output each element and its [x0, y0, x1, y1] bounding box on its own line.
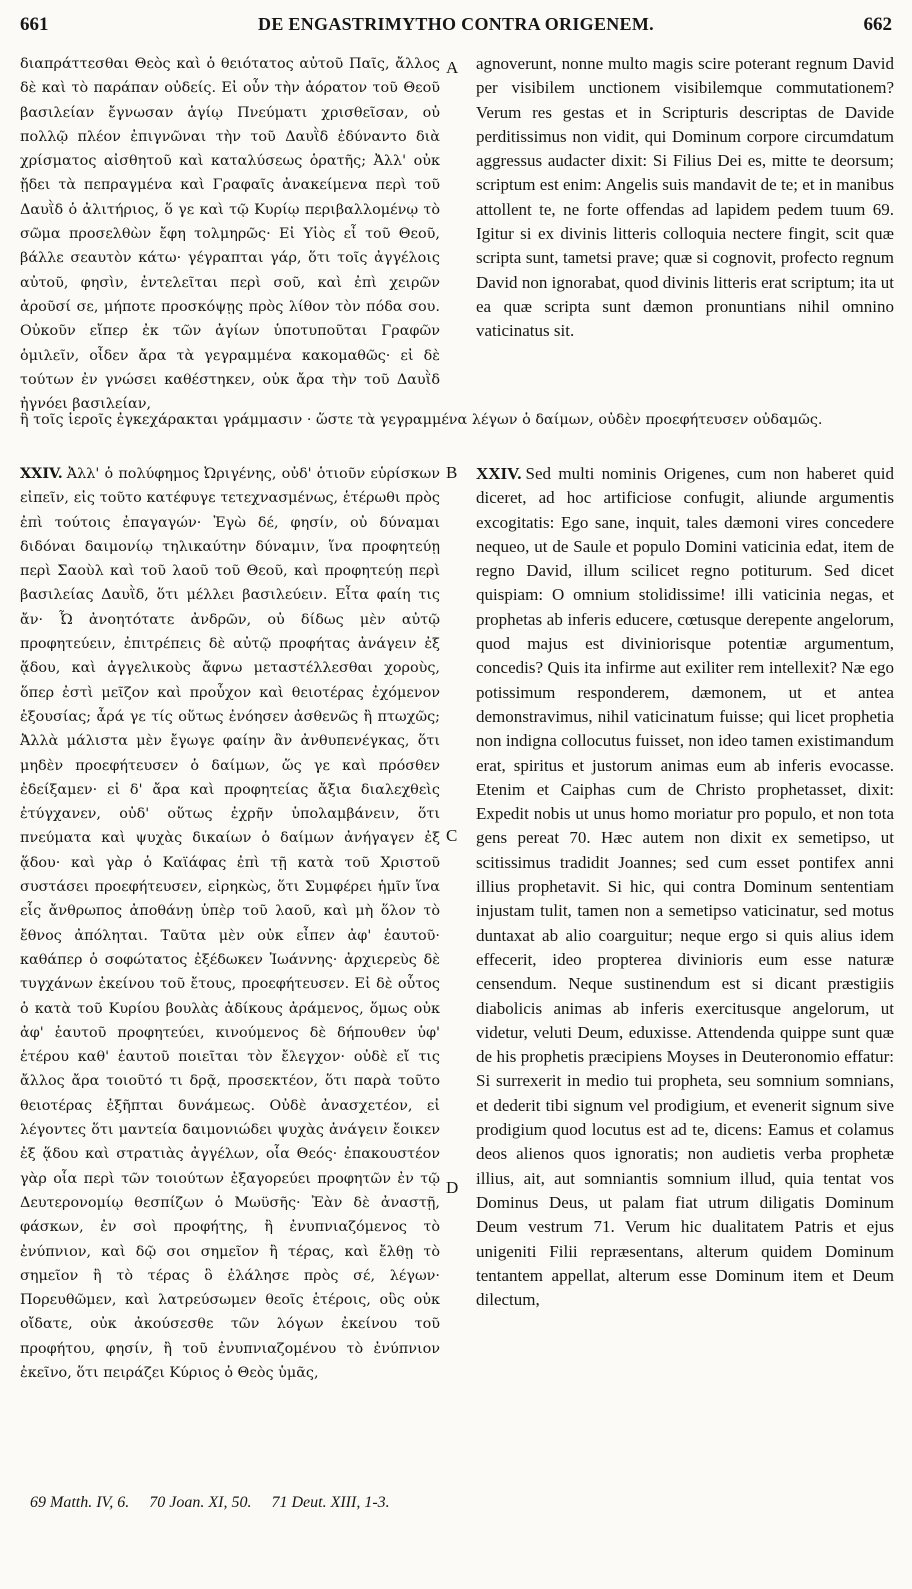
greek-paragraph-2-text: Ἀλλ' ὁ πολύφημος Ὠριγένης, οὐδ' ὁτιοῦν εὑρίσκων εἰπεῖν, εἰς τοῦτο κατέφυγε τετεχνασμένως, ἑτέρωθι πρὸς ἐπὶ τούτοις ἐπαγαγών· Ἐγὼ δέ, φησίν, οὐ δύναμαι διδόναι δαιμονίῳ τηλικαύτην δύναμιν, ἵνα προφητεύῃ περὶ Σαοὺλ καὶ τοῦ λαοῦ τοῦ Θεοῦ, καὶ προφητεύῃ περὶ βασιλείας Δαυῒδ, ὅτι μέλλει βασιλεύειν. Εἶτα φαίη τις ἄν· Ὦ ἀνοητότατε ἀνδρῶν, οὐ δίδως μὲν αὐτῷ προφητεύειν, ἐπιτρέπεις δὲ αὐτῷ προφήτας ἀνάγειν ἐξ ᾅδου, καὶ ἀγγελικοὺς ἄφνω μεταστέλλεσθαι χοροὺς, ὅπερ ἐστὶ μεῖζον καὶ προὖχον καὶ θειοτέρας ἐχόμενον ἐξουσίας; ἆρά γε τίς οὕτως ἐνόησεν ἀσθενῶς ἢ πτωχῶς; Ἀλλὰ μάλιστα μὲν ἔγωγε φαίην ἂν ἀνθυπενέγκας, ὅτι μηδὲν προεφήτευσεν ὁ δαίμων, ὥς γε καὶ πρόσθεν ἐδείξαμεν· εἰ δ' ἄρα καὶ προφητείας ἄξια διαλεχθεὶς ἐτύγχανεν, οὐδ' οὕτως ἐχρῆν ὑπολαμβάνειν, ὅτι πνεύματα καὶ ψυχὰς δικαίων ὁ δαίμων ἀνήγαγεν ἐξ ᾅδου· καὶ γὰρ ὁ Καϊάφας ἐπὶ τῇ κατὰ τοῦ Χριστοῦ συστάσει προεφήτευσεν, εἰρηκὼς, ὅτι Συμφέρει ἡμῖν ἵνα εἷς ἄνθρωπος ἀποθάνῃ ὑπὲρ τοῦ λαοῦ, καὶ μὴ ὅλον τὸ ἔθνος ἀπόληται. Ταῦτα μὲν οὐκ εἶπεν ἀφ' ἑαυτοῦ· καθάπερ ὁ σοφώτατος ἐξέδωκεν Ἰωάννης· ἀρχιερεὺς δὲ τυγχάνων ἐκείνου τοῦ ἔτους, προεφήτευσεν. Εἰ δὲ οὗτος ὁ κατὰ τοῦ Κυρίου βουλὰς ἀδίκους ἀράμενος, ὅμως οὐκ ἀφ' ἑαυτοῦ προφητεύει, κινούμενος δὲ δήπουθεν ὑφ' ἑτέρου καθ' ἑαυτοῦ ποιεῖται τὸν ἔλεγχον· οὐδὲ εἴ τις ἄλλος ἄρα τοιοῦτό τι δρᾷ, προσεκτέον, ὅτι παρὰ τοῦτο θειοτέρας ἐξῆπται δυνάμεως. Οὐδὲ ἀνασχετέον, εἰ λέγοντες ὅτι μαντεία δαιμονιώδει ψυχὰς ἀνάγειν ἔοικεν ἐξ ᾅδου καὶ στρατιὰς ἀγγέλων, οἷα Θεός· ἐπακουστέον γὰρ οἷα περὶ τῶν τοιούτων ἐξαγορεύει προφητῶν ἐν τῷ Δευτερονομίῳ θεσπίζων ὁ Μωϋσῆς· Ἐὰν δὲ ἀναστῇ, φάσκων, ἐν σοὶ προφήτης, ἢ ἐνυπνιαζόμενος τὸ ἐνύπνιον, καὶ δῷ σοι σημεῖον ἢ τέρας, καὶ ἔλθῃ τὸ σημεῖον ἢ τὸ τέρας ὃ ἐλάλησε πρὸς σέ, λέγων· Πορευθῶμεν, καὶ λατρεύσωμεν θεοῖς ἑτέροις, οὓς οὐκ οἴδατε, οὐκ ἀκούσεσθε τῶν λόγων ἐκείνου τοῦ προφήτου, φησίν, ἢ τοῦ ἐνυπνιαζομένου τὸ ἐνύπνιον ἐκεῖνο, ὅτι πειράζει Κύριος ὁ Θεὸς ὑμᾶς,	[20, 466, 440, 1381]
footnote-70: 70 Joan. XI, 50.	[149, 1494, 252, 1511]
greek-paragraph-1-tail: ἢ τοῖς ἱεροῖς ἐγκεχάρακται γράμμασιν · ὥστε τὰ γεγραμμένα λέγων ὁ δαίμων, οὐδὲν προεφήτευσεν οὐδαμῶς.	[20, 412, 823, 428]
footnote-69: 69 Matth. IV, 6.	[30, 1494, 130, 1511]
margin-marker-d: D	[446, 1178, 459, 1197]
latin-paragraph-2	[476, 462, 894, 1312]
latin-paragraph-2-text: Sed multi nominis Origenes, cum non haberet quid diceret, ad hoc artificiose confugit, aliunde argumentis excogitatis: Ego sane, inquit, tales dæmoni vires concedere nequeo, ut de Saule et populo Domini vaticinia edat, item de regno David, illum scilicet regno potiturum. Sed dicet quispiam: O omnium stolidissime! illi vaticinia negas, et prophetas ab inferis educere, cœtusque derepente angelorum, quod majus est diviniorisque potentiæ argumentum, concedis? Quis ita infirme aut exiliter rem intellexit? Næ ego potissimum responderem, dæmonem, ut et antea demonstravimus, nihil vaticinatum fuisse; qui licet prophetia non indigna collocutus fuisset, non ideo tamen existimandum erat, spiritus et justorum animas eum ab inferis evocasse. Etenim et Caiphas cum de Christo prophetasset, dixit: Expedit nobis ut unus homo moriatur pro populo, et non tota gens pereat 70. Hæc autem non dixit ex semetipso, ut scitissimus tradidit Joannes; sed cum esset pontifex anni illius prophetavit. Si hic, qui contra Dominum sententiam injustam tulit, tamen non a semetipso vaticinatur, sed motus duntaxat ab alio coarguitur; neque ergo si quis alius idem effecerit, ideo propterea divinioris eum esse naturæ censendum. Neque sustinendum est si dicant præstigiis diabolicis animas ab inferis exercitusque angelorum, ut videtur, veluti Deum, eduxisse. Attendenda quippe sunt quæ de his prophetis præcipiens Moyses in Deuteronomio effatur: Si surrexerit in medio tui propheta, seu somnium somnians, et dederit tibi signum vel prodigium, et evenerit signum sive prodigium quod locutus est ad te, dicens: Eamus et colamus deos alienos quos ignoratis; non audietis verba prophetæ illius, ait, aut somniantis somnium illud, quia tentat vos Dominus Deus, ut palam fiat utrum diligatis Dominum Deum vestrum 71. Verum hic dualitatem Patris et ejus unigeniti Filii repræsentans, alterum quidem Dominum tentantem appellat, alterum esse Dominum item et Deum dilectum,	[476, 464, 894, 1310]
greek-tail-full-width	[20, 408, 892, 458]
margin-marker-a: A	[446, 58, 459, 77]
running-title: DE ENGASTRIMYTHO CONTRA ORIGENEM.	[258, 14, 654, 34]
page-number-left: 661	[20, 14, 49, 35]
page-number-right: 662	[863, 14, 892, 35]
greek-column-lower	[20, 462, 440, 1478]
latin-column-upper	[476, 52, 894, 404]
latin-section-number: XXIV.	[476, 464, 522, 483]
greek-section-number: XXIV.	[20, 465, 63, 482]
footnote-71: 71 Deut. XIII, 1-3.	[271, 1494, 390, 1511]
margin-marker-c: C	[446, 826, 458, 845]
greek-paragraph-2	[20, 462, 440, 1385]
latin-paragraph-1: agnoverunt, nonne multo magis scire poterant regnum David per visibilem unctionem visibilemque commutationem? Verum res gestas et in Scripturis descriptas de Davide perditissimus non vidit, qui Dominum corpore circumdatum aggressus audacter dixit: Si Filius Dei es, mitte te deorsum; scriptum est enim: Angelis suis mandavit de te; et in manibus attollent te, ne forte offendas ad lapidem pedem tuum 69. Igitur si ex divinis litteris colloquia nectere fingit, scit quæ scripta sunt, tametsi prave; quæ si cognovit, profecto regnum David non ignorabat, quod divinis litteris erat scriptum; ita ut ea quæ scripta sunt dæmon pronuntians nihil omnino vaticinatus sit.	[476, 54, 894, 341]
greek-column-upper	[20, 52, 440, 413]
margin-marker-b: B	[446, 463, 458, 482]
running-header	[20, 14, 892, 40]
latin-column-lower	[476, 462, 894, 1478]
footnotes	[30, 1494, 890, 1512]
greek-paragraph-1: διαπράττεσθαι Θεὸς καὶ ὁ θειότατος αὐτοῦ Παῖς, ἄλλος δὲ καὶ τὸ παράπαν οὐδείς. Εἰ οὖν τὴν ἀόρατον τοῦ Θεοῦ βασιλείαν ἔγνωσαν ἁγίῳ Πνεύματι χρισθεῖσαν, οὐ πολλῷ πλέον ἐπιγνῶναι τὴν τοῦ Δαυῒδ ἐδύναντο διὰ χρίσματος αἰσθητοῦ καὶ καταλύσεως ὁρατῆς; Ἀλλ' οὐκ ᾔδει τὰ πεπραγμένα καὶ Γραφαῖς ἀνακείμενα περὶ τοῦ Δαυῒδ ὁ ἀλιτήριος, ὅ γε καὶ τῷ Κυρίῳ περιβαλλομένῳ τὸ σῶμα προσελθὼν ἔφη τολμηρῶς· Εἰ Υἱὸς εἶ τοῦ Θεοῦ, βάλλε σεαυτὸν κάτω· γέγραπται γάρ, ὅτι τοῖς ἀγγέλοις αὐτοῦ, φησὶν, ἐντελεῖται περὶ σοῦ, καὶ ἐπὶ χειρῶν ἀροῦσί σε, μήποτε προσκόψῃς πρὸς λίθον τὸν πόδα σου. Οὐκοῦν εἴπερ ἐκ τῶν ἁγίων ὑποτυποῦται Γραφῶν ὁμιλεῖν, οἶδεν ἄρα τὰ γεγραμμένα κακομαθῶς· εἰ δὲ τούτων ἐν γνώσει καθέστηκεν, οὐκ ἄρα τὴν τοῦ Δαυῒδ ἠγνόει βασιλείαν,	[20, 56, 440, 413]
